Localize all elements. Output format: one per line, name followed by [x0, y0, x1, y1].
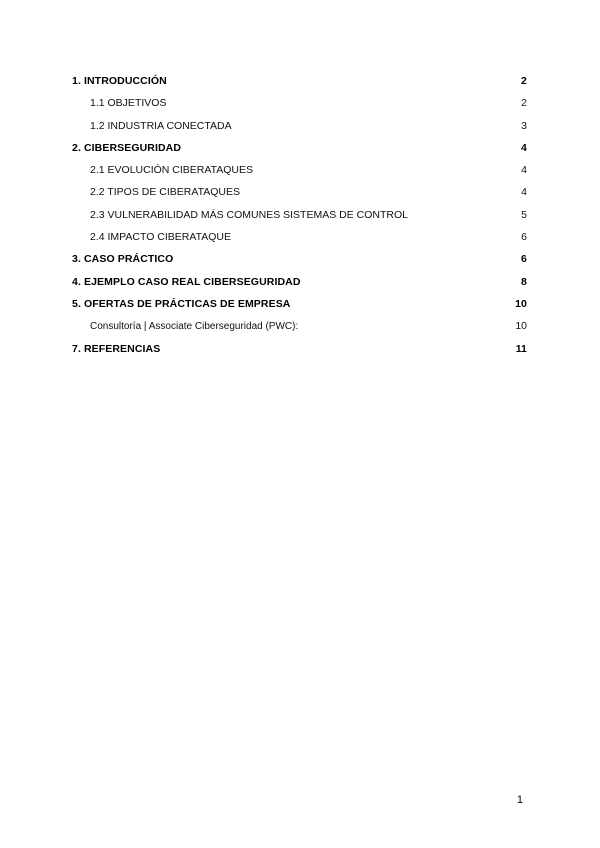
toc-entry[interactable]: [72, 317, 527, 339]
page-number: 1: [516, 794, 523, 806]
toc-entry[interactable]: [72, 228, 527, 250]
toc-entry-page: 5: [521, 208, 527, 221]
toc-entry-page: 4: [521, 186, 527, 199]
toc-entry-page: 4: [521, 164, 527, 177]
toc-entry-title: 3. CASO PRÁCTICO: [72, 253, 174, 266]
toc-entry[interactable]: [72, 161, 527, 183]
toc-entry[interactable]: [72, 206, 527, 228]
toc-entry-title: 1.2 INDUSTRIA CONECTADA: [90, 119, 232, 132]
toc-entry-page: 2: [521, 97, 527, 110]
toc-entry-page: 6: [521, 231, 527, 244]
toc-entry-title: 2.1 EVOLUCIÓN CIBERATAQUES: [90, 164, 253, 177]
toc-entry[interactable]: [72, 139, 527, 161]
toc-entry-page: 4: [521, 141, 527, 154]
toc-entry-title: 1.1 OBJETIVOS: [90, 97, 167, 110]
toc-entry-title: 2.3 VULNERABILIDAD MÁS COMUNES SISTEMAS DE CONTROL: [90, 208, 408, 221]
table-of-contents: [72, 72, 527, 362]
toc-entry-title: 2.4 IMPACTO CIBERATAQUE: [90, 231, 232, 244]
toc-entry-page: 11: [515, 342, 527, 355]
toc-entry-page: 10: [515, 320, 527, 333]
toc-entry[interactable]: [72, 117, 527, 139]
toc-entry-title: 1. INTRODUCCIÓN: [72, 75, 167, 87]
toc-entry-title: Consultoría | Associate Ciberseguridad (PWC):: [90, 321, 299, 333]
toc-entry[interactable]: [72, 273, 527, 295]
toc-entry-title: 2.2 TIPOS DE CIBERATAQUES: [90, 186, 240, 199]
toc-entry[interactable]: [72, 94, 527, 116]
toc-entry-title: 4. EJEMPLO CASO REAL CIBERSEGURIDAD: [72, 275, 301, 288]
toc-entry-page: 8: [521, 275, 527, 288]
toc-entry[interactable]: [72, 72, 527, 94]
toc-entry-page: 3: [521, 119, 527, 132]
toc-entry-page: 6: [521, 253, 527, 266]
toc-entry[interactable]: [72, 340, 527, 362]
toc-entry[interactable]: [72, 250, 527, 272]
toc-entry-page: 10: [515, 297, 527, 310]
toc-entry-title: 7. REFERENCIAS: [72, 342, 161, 355]
toc-entry[interactable]: [72, 183, 527, 205]
toc-entry-title: 5. OFERTAS DE PRÁCTICAS DE EMPRESA: [72, 297, 291, 310]
toc-entry-title: 2. CIBERSEGURIDAD: [72, 141, 182, 154]
toc-entry-page: 2: [521, 75, 527, 87]
toc-entry[interactable]: [72, 295, 527, 317]
